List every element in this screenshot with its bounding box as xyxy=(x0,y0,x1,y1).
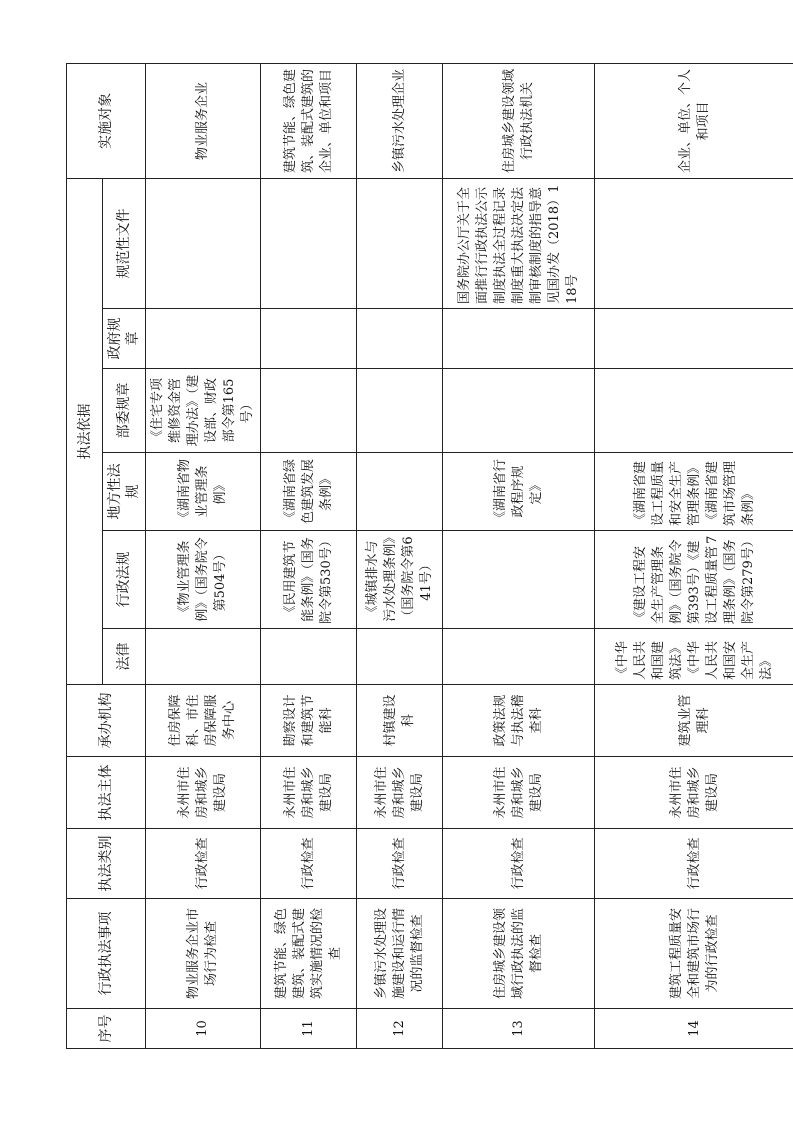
header-gov-rule: 政府规章 xyxy=(103,309,146,369)
cell-target: 住房城乡建设领域行政执法机关 xyxy=(443,63,595,178)
header-row xyxy=(67,63,103,1048)
cell-dept-rule xyxy=(595,369,793,453)
cell-agency: 勘察设计和建筑节能科 xyxy=(261,685,357,757)
cell-agency: 住房保障科、市住房保障服务中心 xyxy=(146,685,261,757)
cell-subject: 永州市住房和城乡建设局 xyxy=(595,757,793,829)
cell-local-reg: 《湖南省行政程序规定》 xyxy=(443,453,595,531)
cell-local-reg: 《湖南省绿色建筑发展条例》 xyxy=(261,453,357,531)
header-admin-reg: 行政法规 xyxy=(103,531,146,629)
header-law: 法律 xyxy=(103,629,146,685)
cell-agency: 建筑业管理科 xyxy=(595,685,793,757)
header-item: 行政执法事项 xyxy=(67,899,146,1009)
cell-admin-reg: 《城镇排水与污水处理条例》（国务院令第641号） xyxy=(357,531,443,629)
cell-category: 行政检查 xyxy=(595,829,793,899)
cell-agency: 政策法规与执法稽查科 xyxy=(443,685,595,757)
cell-normative xyxy=(146,178,261,308)
table-row xyxy=(146,63,261,1048)
cell-category: 行政检查 xyxy=(261,829,357,899)
header-agency: 承办机构 xyxy=(67,685,146,757)
cell-normative xyxy=(595,178,793,308)
cell-law xyxy=(443,629,595,685)
cell-normative xyxy=(261,178,357,308)
table-row xyxy=(261,63,357,1048)
law-enforcement-table xyxy=(66,63,793,1049)
cell-law xyxy=(261,629,357,685)
page-number: 7 xyxy=(705,535,720,544)
cell-dept-rule xyxy=(261,369,357,453)
header-target: 实施对象 xyxy=(67,63,146,178)
cell-dept-rule xyxy=(443,369,595,453)
cell-subject: 永州市住房和城乡建设局 xyxy=(443,757,595,829)
cell-gov-rule xyxy=(357,309,443,369)
cell-law xyxy=(357,629,443,685)
cell-item: 住房城乡建设领域行政执法的监督检查 xyxy=(443,899,595,1009)
cell-seq: 12 xyxy=(357,1009,443,1049)
header-local-reg: 地方性法规 xyxy=(103,453,146,531)
table-row xyxy=(595,63,793,1048)
cell-item: 乡镇污水处理设施建设和运行情况的监督检查 xyxy=(357,899,443,1009)
cell-seq: 11 xyxy=(261,1009,357,1049)
cell-item: 建筑工程质量安全和建筑市场行为的行政检查 xyxy=(595,899,793,1009)
cell-law xyxy=(146,629,261,685)
cell-target: 企业、单位、个人和项目 xyxy=(595,63,793,178)
cell-local-reg: 《湖南省物业管理条例》 xyxy=(146,453,261,531)
cell-target: 建筑节能、绿色建筑、装配式建筑的企业、单位和项目 xyxy=(261,63,357,178)
cell-category: 行政检查 xyxy=(443,829,595,899)
cell-seq: 14 xyxy=(595,1009,793,1049)
cell-gov-rule xyxy=(443,309,595,369)
cell-local-reg xyxy=(357,453,443,531)
cell-seq: 10 xyxy=(146,1009,261,1049)
cell-subject: 永州市住房和城乡建设局 xyxy=(146,757,261,829)
cell-law: 《中华人民共和国建筑法》《中华人民共和国安全生产法》 xyxy=(595,629,793,685)
cell-gov-rule xyxy=(146,309,261,369)
cell-category: 行政检查 xyxy=(357,829,443,899)
cell-dept-rule xyxy=(357,369,443,453)
cell-target: 乡镇污水处理企业 xyxy=(357,63,443,178)
header-category: 执法类别 xyxy=(67,829,146,899)
cell-normative: 国务院办公厅关于全面推行行政执法公示制度执法全过程记录制度重大执法决定法制审核制度的指导意见国办发（2018）118号 xyxy=(443,178,595,308)
cell-gov-rule xyxy=(261,309,357,369)
header-subject: 执法主体 xyxy=(67,757,146,829)
header-normative: 规范性文件 xyxy=(103,178,146,308)
cell-normative xyxy=(357,178,443,308)
cell-dept-rule: 《住宅专项维修资金管理办法》（建设部、财政部令第165号） xyxy=(146,369,261,453)
header-basis: 执法依据 xyxy=(67,178,103,684)
cell-agency: 村镇建设科 xyxy=(357,685,443,757)
header-dept-rule: 部委规章 xyxy=(103,369,146,453)
header-seq: 序号 xyxy=(67,1009,146,1049)
cell-item: 建筑节能、绿色建筑、装配式建筑实施情况的检查 xyxy=(261,899,357,1009)
table-row xyxy=(357,63,443,1048)
cell-admin-reg: 《建设工程安全生产管理条例》（国务院令第393号）《建设工程质量管理条例》（国务院令第279号） xyxy=(595,531,793,629)
cell-target: 物业服务企业 xyxy=(146,63,261,178)
table-row xyxy=(443,63,595,1048)
cell-item: 物业服务企业市场行为检查 xyxy=(146,899,261,1009)
cell-gov-rule xyxy=(595,309,793,369)
cell-subject: 永州市住房和城乡建设局 xyxy=(261,757,357,829)
cell-seq: 13 xyxy=(443,1009,595,1049)
cell-subject: 永州市住房和城乡建设局 xyxy=(357,757,443,829)
cell-local-reg: 《湖南省建设工程质量和安全生产管理条例》《湖南省建筑市场管理条例》 xyxy=(595,453,793,531)
cell-admin-reg: 《民用建筑节能条例》（国务院令第530号） xyxy=(261,531,357,629)
cell-category: 行政检查 xyxy=(146,829,261,899)
cell-admin-reg: 《物业管理条例》（国务院令第504号） xyxy=(146,531,261,629)
cell-admin-reg xyxy=(443,531,595,629)
